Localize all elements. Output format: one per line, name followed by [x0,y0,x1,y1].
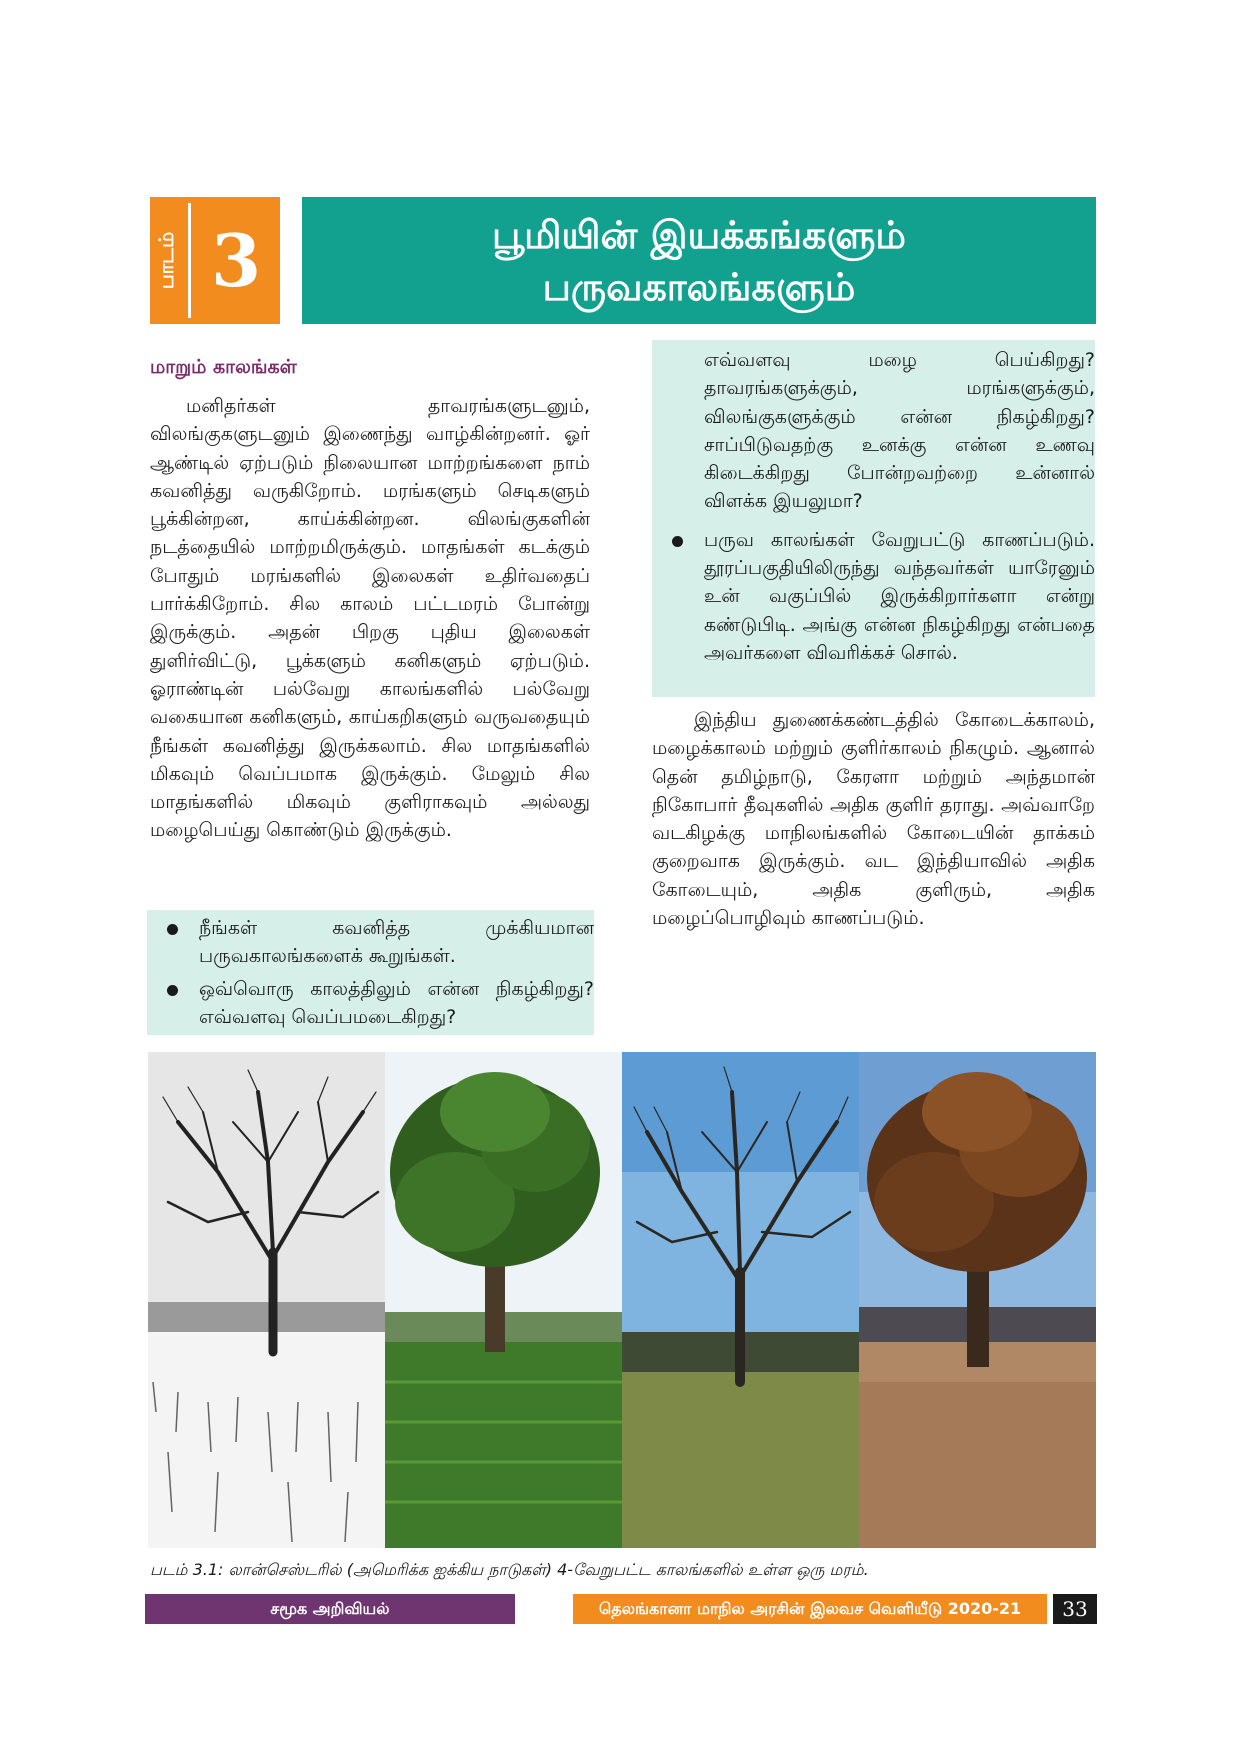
autumn-tree-image [859,1052,1096,1548]
page-number: 33 [1053,1594,1097,1624]
question-continuation: எவ்வளவு மழை பெய்கிறது? தாவரங்களுக்கும், மரங்களுக்கும், விலங்குகளுக்கும் என்ன நிகழ்கிறது? சாப்பிடுவதற்கு உனக்கு என்ன உணவு கிடைக்கிறது போன்றவற்றை உன்னால் விளக்க இயலுமா? [704,349,1095,513]
question-box-left [147,910,594,1035]
chapter-title-line-1: பூமியின் இயக்கங்களும் [492,212,906,257]
spring-tree-image [622,1052,859,1548]
question-item [147,914,594,971]
winter-tree-image [148,1052,385,1548]
lesson-divider [188,203,191,318]
lesson-number: 3 [210,218,262,303]
question-text: ஒவ்வொரு காலத்திலும் என்ன நிகழ்கிறது?எவ்வளவு வெப்பமடைகிறது? [199,977,594,1028]
chapter-title-banner [302,197,1096,324]
question-box-right [652,340,1095,697]
lesson-label-text: பாடம் [154,231,179,290]
bullet-icon [672,536,683,547]
section-heading: மாறும் காலங்கள் [150,356,297,378]
question-text: பருவ காலங்கள் வேறுபட்டு காணப்படும். தூரப்பகுதியிலிருந்து வந்தவர்கள் யாரேனும் உன் வகுப்பில் இருக்கிறார்களா என்று கண்டுபிடி. அங்கு என்ன நிகழ்கிறது என்பதை அவர்களை விவரிக்கச் சொல். [704,528,1095,664]
figure-caption: படம் 3.1: லான்செஸ்டரில் (அமெரிக்க ஐக்கிய நாடுகள்) 4-வேறுபட்ட காலங்களில் உள்ள ஒரு மரம். [150,1560,869,1579]
bullet-icon [167,924,178,935]
summer-tree-image [385,1052,622,1548]
four-seasons-tree-photo [148,1052,1096,1548]
chapter-title-line-2: பருவகாலங்களும் [542,264,856,309]
question-item [652,526,1095,667]
paragraph-india-seasons: இந்திய துணைக்கண்டத்தில் கோடைக்காலம், மழைக்காலம் மற்றும் குளிர்காலம் நிகழும். ஆனால் தென் தமிழ்நாடு, கேரளா மற்றும் அந்தமான் நிகோபார் தீவுகளில் அதிக குளிர் தராது. அவ்வாறே வடகிழக்கு மாநிலங்களில் கோடையின் தாக்கம் குறைவாக இருக்கும். வட இந்தியாவில் அதிக கோடையும், அதிக குளிரும், அதிக மழைப்பொழிவும் காணப்படும். [652,709,1095,930]
footer-subject-label: சமூக அறிவியல் [145,1594,515,1624]
question-item [147,975,594,1032]
bullet-icon [167,985,178,996]
paragraph-intro: மனிதர்கள் தாவரங்களுடனும், விலங்குகளுடனும் இணைந்து வாழ்கின்றனர். ஓர் ஆண்டில் ஏற்படும் நிலையான மாற்றங்களை நாம் கவனித்து வருகிறோம். மரங்களும் செடிகளும் பூக்கின்றன, காய்க்கின்றன. விலங்குகளின் நடத்தையில் மாற்றமிருக்கும். மாதங்கள் கடக்கும் போதும் மரங்களில் இலைகள் உதிர்வதைப் பார்க்கிறோம். சில காலம் பட்டமரம் போன்று இருக்கும். அதன் பிறகு புதிய இலைகள் துளிர்விட்டு, பூக்களும் கனிகளும் ஏற்படும். ஓராண்டின் பல்வேறு காலங்களில் பல்வேறு வகையான கனிகளும், காய்கறிகளும் வருவதையும் நீங்கள் கவனித்து இருக்கலாம். சில மாதங்களில் மிகவும் வெப்பமாக இருக்கும். மேலும் சில மாதங்களில் மிகவும் குளிராகவும் அல்லது மழைபெய்து கொண்டும் இருக்கும். [150,395,590,842]
question-text: நீங்கள் கவனித்த முக்கியமான பருவகாலங்களைக் கூறுங்கள். [199,917,594,968]
footer-publisher-label: தெலங்கானா மாநில அரசின் இலவச வெளியீடு 2020-21 [573,1594,1047,1624]
lesson-vertical-label [150,197,186,324]
